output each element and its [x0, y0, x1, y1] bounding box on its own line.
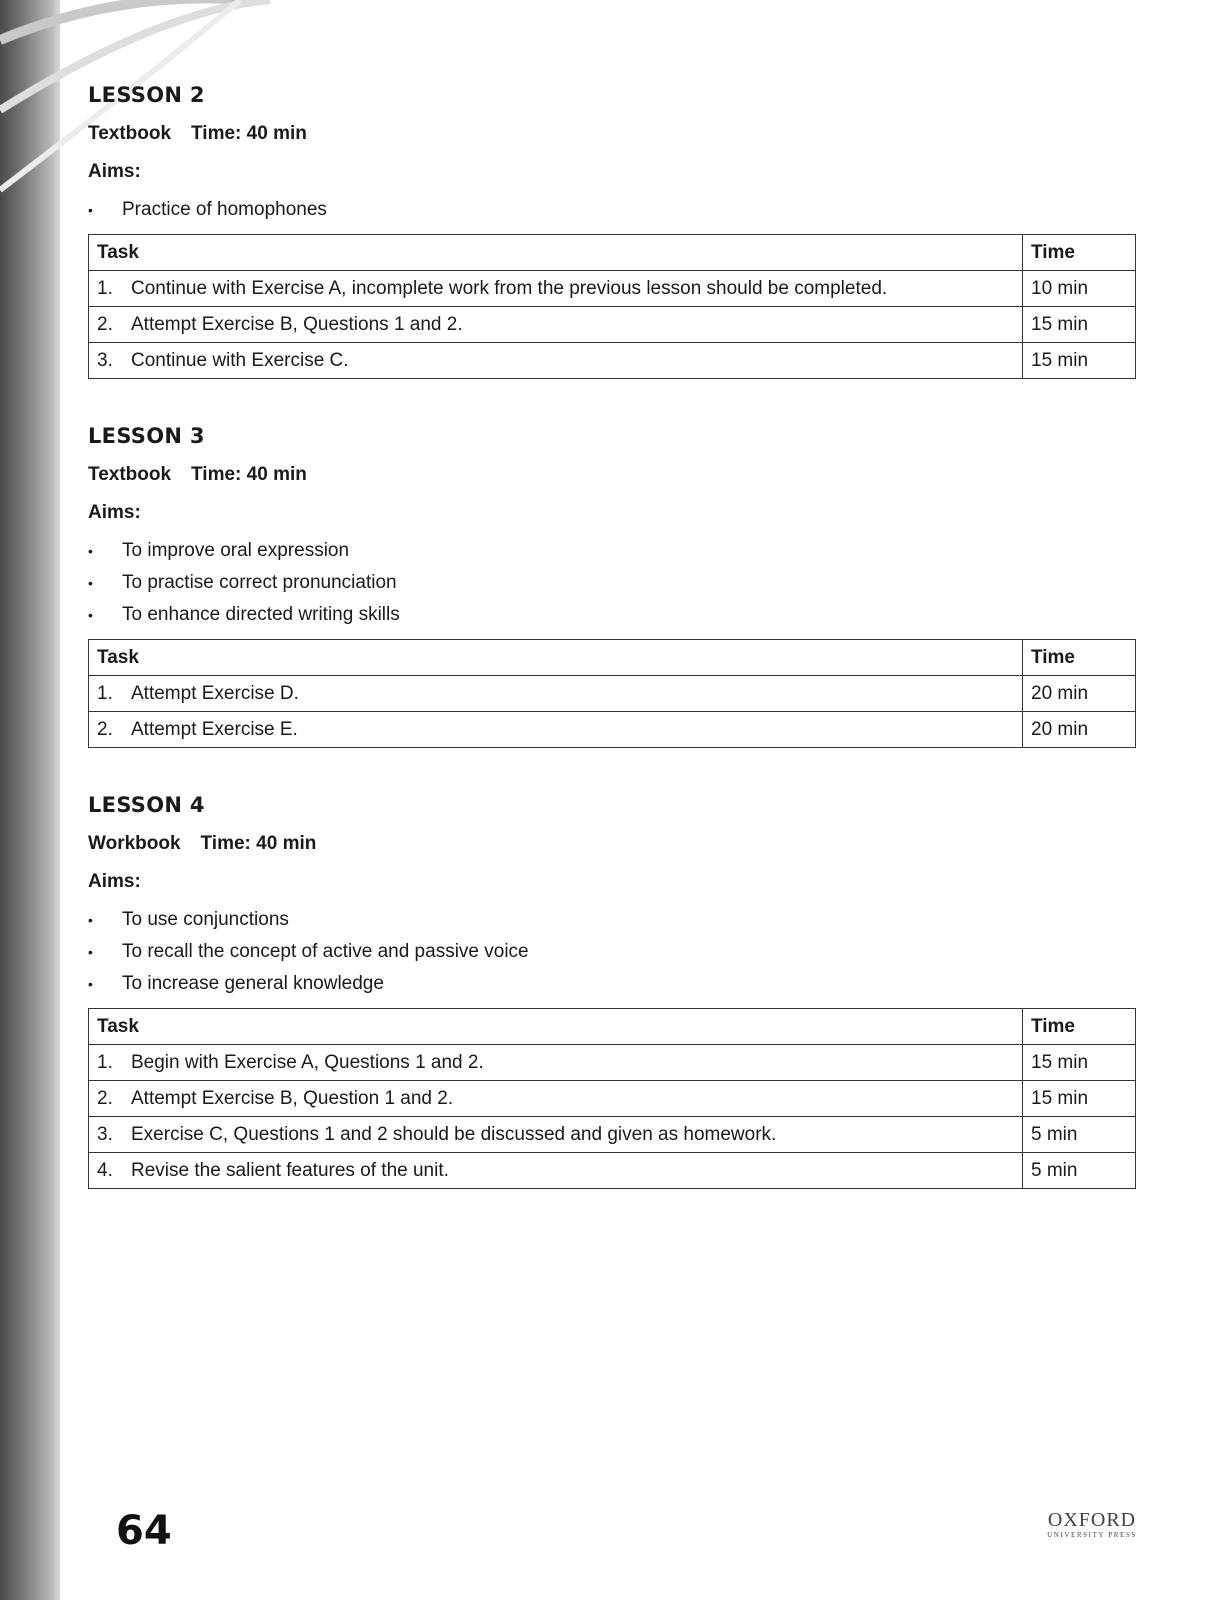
time-cell: 15 min [1023, 307, 1136, 343]
aim-item: • Practice of homophones [88, 194, 1136, 226]
book-type: Workbook [88, 833, 181, 854]
lesson-title: LESSON 3 [88, 424, 205, 448]
lesson-meta [88, 832, 1136, 856]
aims-label: Aims: [88, 871, 141, 892]
lesson-time: Time: 40 min [191, 123, 307, 144]
table-row [89, 712, 1136, 748]
task-number: 3. [97, 349, 113, 371]
lesson-meta [88, 463, 1136, 487]
task-number: 2. [97, 1087, 113, 1109]
task-number: 2. [97, 313, 113, 335]
time-header: Time [1023, 1009, 1136, 1045]
task-table [88, 1008, 1136, 1189]
aim-item: • To enhance directed writing skills [88, 599, 1136, 631]
task-cell [89, 343, 1023, 379]
task-cell [89, 1081, 1023, 1117]
task-cell [89, 712, 1023, 748]
task-text: Continue with Exercise A, incomplete work from the previous lesson should be completed. [131, 277, 888, 299]
aim-item: • To improve oral expression [88, 535, 1136, 567]
task-cell [89, 1153, 1023, 1189]
time-cell: 20 min [1023, 712, 1136, 748]
time-cell: 15 min [1023, 1081, 1136, 1117]
task-table [88, 234, 1136, 379]
table-row [89, 271, 1136, 307]
task-header: Task [89, 1009, 1023, 1045]
task-number: 1. [97, 682, 113, 704]
page-content [88, 84, 1136, 1235]
time-header: Time [1023, 235, 1136, 271]
task-table [88, 639, 1136, 748]
aim-item: • To increase general knowledge [88, 968, 1136, 1000]
page-side-band [0, 0, 60, 1600]
book-type: Textbook [88, 464, 172, 485]
task-number: 1. [97, 1051, 113, 1073]
lesson-4-section [88, 794, 1136, 1189]
lesson-time: Time: 40 min [191, 464, 307, 485]
table-row [89, 343, 1136, 379]
aim-item: • To recall the concept of active and passive voice [88, 936, 1136, 968]
time-header: Time [1023, 640, 1136, 676]
task-number: 3. [97, 1123, 113, 1145]
book-type: Textbook [88, 123, 172, 144]
time-cell: 20 min [1023, 676, 1136, 712]
table-row [89, 307, 1136, 343]
table-row [89, 1081, 1136, 1117]
task-cell [89, 271, 1023, 307]
aim-item: • To use conjunctions [88, 904, 1136, 936]
lesson-3-section [88, 425, 1136, 748]
publisher-logo [1046, 1510, 1138, 1540]
aims-list [88, 535, 1136, 631]
publisher-subtitle: UNIVERSITY PRESS [1047, 1531, 1137, 1539]
task-header: Task [89, 640, 1023, 676]
task-text: Exercise C, Questions 1 and 2 should be discussed and given as homework. [131, 1123, 777, 1145]
aims-label: Aims: [88, 502, 141, 523]
aim-item: • To practise correct pronunciation [88, 567, 1136, 599]
lesson-time: Time: 40 min [200, 833, 317, 854]
lesson-meta [88, 122, 1136, 146]
publisher-name: OXFORD [1047, 1509, 1137, 1531]
lesson-title: LESSON 4 [88, 793, 205, 817]
task-text: Continue with Exercise C. [131, 349, 349, 371]
table-header-row [89, 640, 1136, 676]
task-text: Revise the salient features of the unit. [131, 1159, 449, 1181]
task-number: 2. [97, 718, 113, 740]
time-cell: 5 min [1023, 1117, 1136, 1153]
table-row [89, 676, 1136, 712]
task-header: Task [89, 235, 1023, 271]
lesson-title: LESSON 2 [88, 83, 205, 107]
aims-list [88, 904, 1136, 1000]
task-cell [89, 307, 1023, 343]
aims-label: Aims: [88, 161, 141, 182]
task-text: Attempt Exercise B, Questions 1 and 2. [131, 313, 463, 335]
task-cell [89, 676, 1023, 712]
lesson-2-section [88, 84, 1136, 379]
task-number: 1. [97, 277, 113, 299]
task-text: Begin with Exercise A, Questions 1 and 2. [131, 1051, 484, 1073]
table-row [89, 1153, 1136, 1189]
time-cell: 15 min [1023, 1045, 1136, 1081]
task-text: Attempt Exercise B, Question 1 and 2. [131, 1087, 454, 1109]
table-row [89, 1117, 1136, 1153]
task-cell [89, 1117, 1023, 1153]
task-number: 4. [97, 1159, 113, 1181]
task-cell [89, 1045, 1023, 1081]
table-header-row [89, 235, 1136, 271]
task-text: Attempt Exercise E. [131, 718, 298, 740]
time-cell: 15 min [1023, 343, 1136, 379]
time-cell: 10 min [1023, 271, 1136, 307]
table-row [89, 1045, 1136, 1081]
task-text: Attempt Exercise D. [131, 682, 299, 704]
page-number: 64 [116, 1508, 172, 1554]
table-header-row [89, 1009, 1136, 1045]
time-cell: 5 min [1023, 1153, 1136, 1189]
aims-list [88, 194, 1136, 226]
